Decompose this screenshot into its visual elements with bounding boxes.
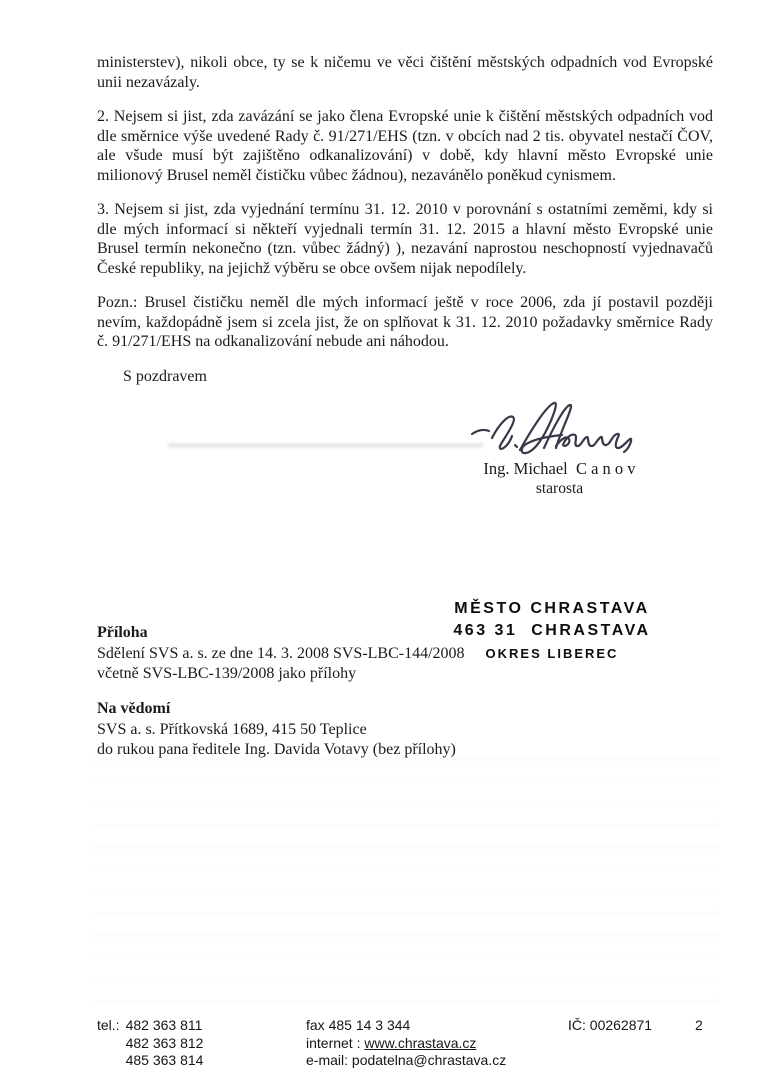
email-line	[306, 1052, 506, 1070]
paragraph-1: ministerstev), nikoli obce, ty se k ničemu ve věci čištění městských odpadních vod Evropské unii nezavázaly.	[97, 54, 713, 91]
cc-line: SVS a. s. Přítkovská 1689, 415 50 Teplice	[97, 720, 367, 738]
paragraph-3: 3. Nejsem si jist, zda vyjednání termínu 31. 12. 2010 v porovnání s ostatními zeměmi, kdy si dle mých informací si někteří vyjednali termín 31. 12. 2015 a hlavní město Evropské unie Brusel termín nekonečno (tzn. vůbec žádný) ), nezavání naprostou neschopností vyjednavačů České republiky, na jejichž výběru se obce ovšem nijak nepodílely.	[97, 201, 713, 277]
attachment-line: Sdělení SVS a. s. ze dne 14. 3. 2008 SVS-LBC-144/2008	[97, 644, 465, 662]
footer-contact-block	[306, 1017, 506, 1070]
cc-heading: Na vědomí	[97, 700, 171, 717]
internet-line	[306, 1035, 506, 1053]
paragraph-2: 2. Nejsem si jist, zda zavázání se jako člena Evropské unie k čištění městských odpadních vod dle směrnice výše uvedené Rady č. 91/271/EHS (tzn. v obcích nad 2 tis. obyvatel nestačí ČOV, ale všude musí být zajištěno odkanalizování) v době, kdy hlavní město Evropské unie milionový Brusel neměl čističku vůbec žádnou), nezavánělo poněkud cynismem.	[97, 108, 713, 184]
telephone-number: 482 363 812	[125, 1034, 204, 1051]
telephone-label: tel.:	[97, 1017, 120, 1033]
scan-bleed-through-noise	[90, 758, 720, 1008]
company-id: IČ: 00262871	[568, 1017, 653, 1033]
email-address: podatelna@chrastava.cz	[351, 1052, 507, 1068]
email-label: e-mail:	[306, 1052, 349, 1068]
cc-section	[97, 699, 557, 761]
page-number: 2	[695, 1017, 703, 1033]
signatory-name: Ing. Michael C a n o v	[483, 459, 636, 478]
footer-telephone-block	[97, 1017, 203, 1070]
closing-salutation: S pozdravem	[123, 367, 207, 385]
website-url: www.chrastava.cz	[364, 1034, 477, 1051]
attachment-section	[97, 623, 517, 685]
handwritten-signature	[468, 398, 638, 458]
telephone-number: 485 363 814	[125, 1052, 204, 1068]
letter-body	[97, 53, 713, 386]
attachment-line: včetně SVS-LBC-139/2008 jako přílohy	[97, 665, 357, 682]
attachment-heading: Příloha	[97, 624, 148, 641]
telephone-numbers	[126, 1017, 204, 1070]
telephone-number: 482 363 811	[125, 1017, 203, 1033]
stamp-postal-line: 463 31 CHRASTAVA	[453, 622, 651, 639]
paragraph-note: Pozn.: Brusel čističku neměl dle mých informací ještě v roce 2006, zda jí postavil později nevím, každopádně jsem si zcela jist, že on splňovat k 31. 12. 2010 požadavky směrnice Rady č. 91/271/EHS na odkanalizování nebude ani náhodou.	[97, 294, 713, 350]
internet-label: internet :	[306, 1034, 361, 1051]
signatory-title: starosta	[535, 480, 584, 497]
scan-smudge-artifact	[168, 444, 483, 447]
stamp-district-line: OKRES LIBEREC	[485, 646, 619, 661]
cc-line: do rukou pana ředitele Ing. Davida Votavy (bez přílohy)	[97, 741, 456, 758]
stamp-city-line: MĚSTO CHRASTAVA	[454, 600, 650, 617]
fax-line: fax 485 14 3 344	[306, 1017, 411, 1033]
